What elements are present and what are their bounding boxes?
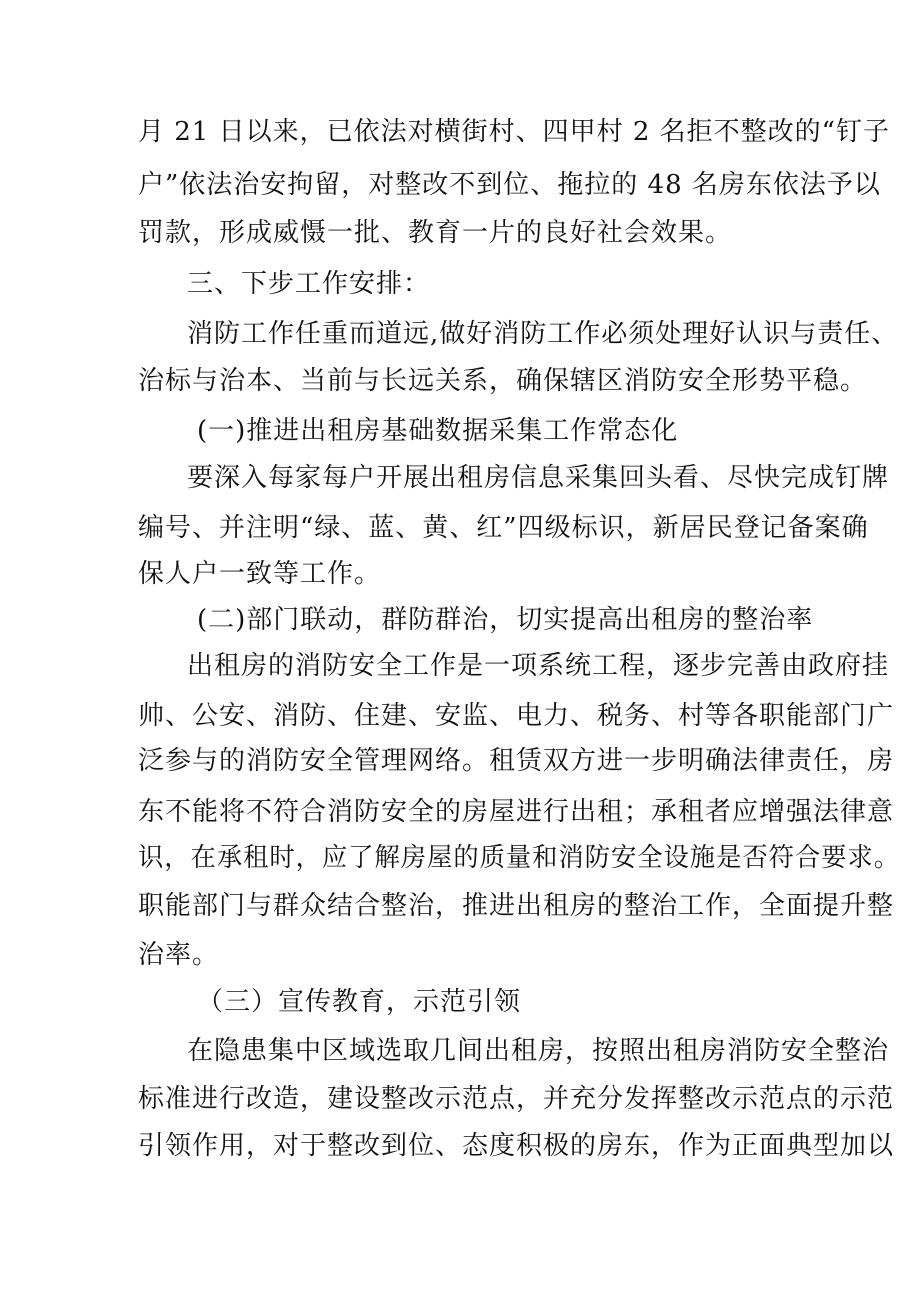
text-line-18: 治率。 [138,940,220,970]
text-line-21: 标准进行改造，建设整改示范点，并充分发挥整改示范点的示范 [138,1084,895,1114]
section-heading-3: 三、下步工作安排： [187,269,431,299]
text-line-9: 编号、并注明“绿、蓝、黄、红”四级标识，新居民登记备案确 [138,513,869,543]
subheading-1: (一)推进出租房基础数据采集工作常态化 [197,416,679,446]
text-line-3: 罚款，形成威慑一批、教育一片的良好社会效果。 [138,218,733,248]
text-line-16: 识，在承租时，应了解房屋的质量和消防安全设施是否符合要求。 [138,843,901,873]
text-line-22: 引领作用，对于整改到位、态度积极的房东，作为正面典型加以 [138,1131,895,1161]
text-line-1: 月 21 日以来，已依法对横街村、四甲村 2 名拒不整改的“钉子 [138,117,890,147]
text-line-10: 保人户一致等工作。 [138,559,382,589]
text-line-8: 要深入每家每户开展出租房信息采集回头看、尽快完成钉牌 [187,463,890,493]
text-line-12: 出租房的消防安全工作是一项系统工程，逐步完善由政府挂 [187,651,890,681]
text-line-17: 职能部门与群众结合整治，推进出租房的整治工作，全面提升整 [138,891,895,921]
text-line-20: 在隐患集中区域选取几间出租房，按照出租房消防安全整治 [187,1036,890,1066]
text-line-13: 帅、公安、消防、住建、安监、电力、税务、村等各职能部门广 [138,701,895,731]
text-line-6: 治标与治本、当前与长远关系，确保辖区消防安全形势平稳。 [138,366,868,396]
text-line-14: 泛参与的消防安全管理网络。租赁双方进一步明确法律责任，房 [138,746,895,776]
text-line-5: 消防工作任重而道远,做好消防工作必须处理好认识与责任、 [187,319,899,349]
subheading-3: （三）宣传教育，示范引领 [197,987,522,1017]
text-line-2: 户”依法治安拘留，对整改不到位、拖拉的 48 名房东依法予以 [138,170,881,200]
text-line-15: 东不能将不符合消防安全的房屋进行出租；承租者应增强法律意 [138,797,895,827]
subheading-2: (二)部门联动，群防群治，切实提高出租房的整治率 [197,605,814,635]
